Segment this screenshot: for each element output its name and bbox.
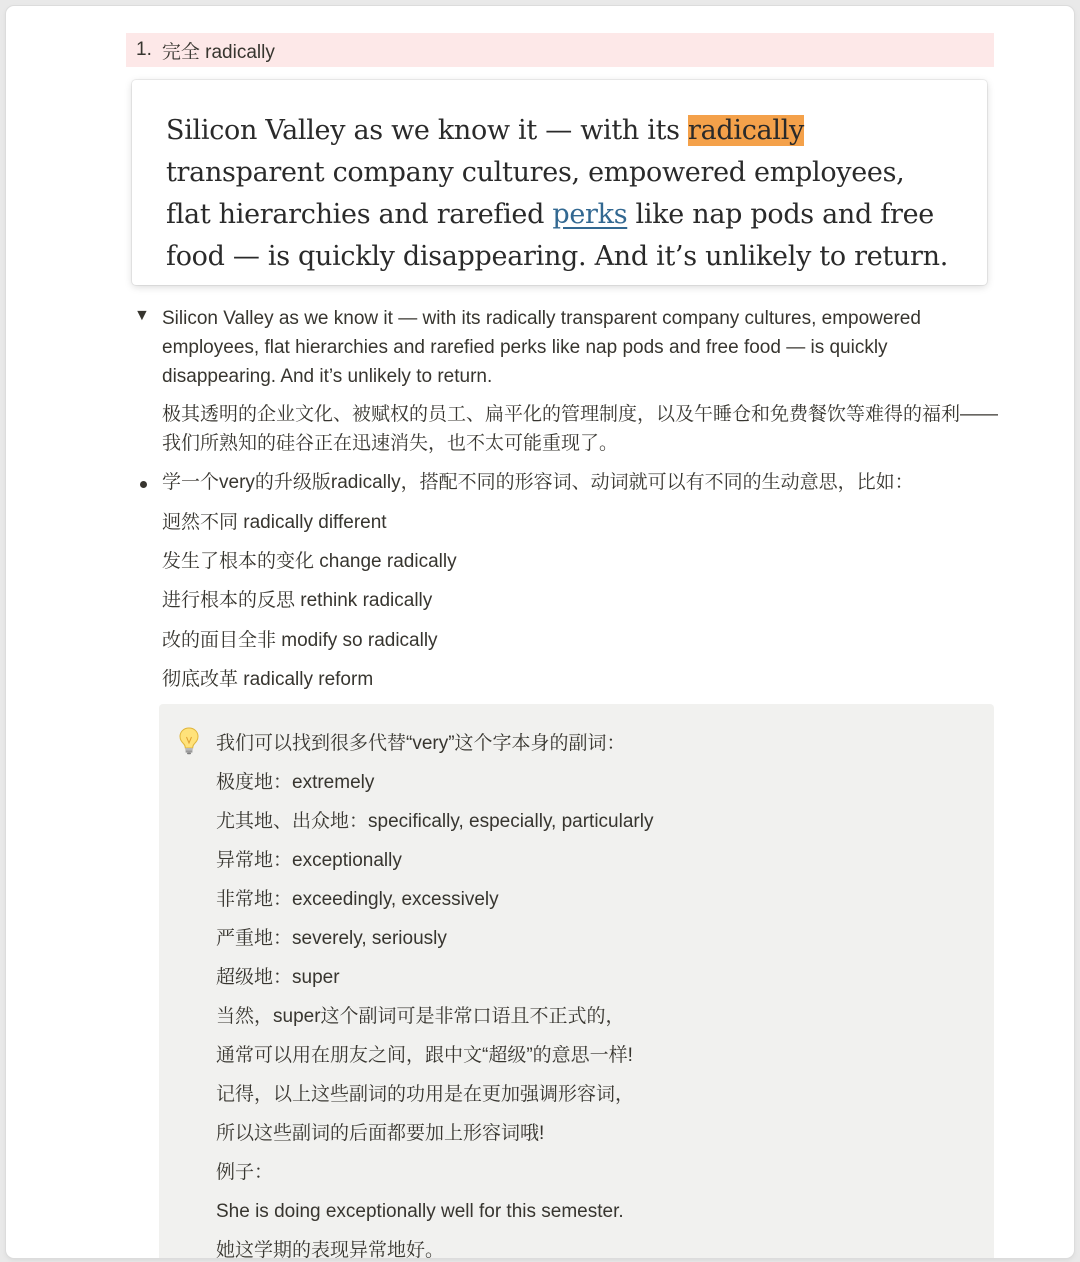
callout-line: 通常可以用在朋友之间，跟中文“超级”的意思一样! bbox=[216, 1045, 633, 1066]
toggle-triangle-icon[interactable]: ▼ bbox=[134, 307, 150, 324]
callout-line: 例子： bbox=[216, 1162, 274, 1183]
callout-line: 严重地：severely, seriously bbox=[216, 928, 447, 949]
example-line: 彻底改革 radically reform bbox=[162, 669, 374, 690]
callout-line: 异常地：exceptionally bbox=[216, 850, 402, 871]
numbered-list-item[interactable] bbox=[126, 33, 994, 67]
callout-content bbox=[216, 724, 986, 1258]
example-line: 迥然不同 radically different bbox=[162, 512, 387, 533]
list-item-text: 完全 radically bbox=[161, 41, 275, 63]
list-number: 1. bbox=[136, 39, 152, 60]
callout-line: 超级地：super bbox=[216, 967, 340, 988]
callout-line: 当然，super这个副词可是非常口语且不正式的， bbox=[216, 1006, 625, 1027]
toggle-text: Silicon Valley as we know it — with its radically transparent company cultures, empowered employees, flat hierarchies and rarefied perks like nap pods and free food — is quickly disappearing. And it’s unlikely to return. bbox=[162, 308, 921, 387]
quote-text bbox=[166, 110, 957, 278]
quote-text-start: Silicon Valley as we know it — with its bbox=[166, 115, 689, 146]
quote-text-end: like nap pods and free food — is quickly disappearing. And it’s unlikely to return. bbox=[166, 199, 948, 272]
callout-line: She is doing exceptionally well for this semester. bbox=[216, 1201, 624, 1222]
highlighted-word: radically bbox=[688, 115, 804, 146]
callout-line: 极度地：extremely bbox=[216, 772, 375, 793]
callout-line: 尤其地、出众地：specifically, especially, particularly bbox=[216, 811, 654, 832]
callout-line: 所以这些副词的后面都要加上形容词哦! bbox=[216, 1123, 545, 1144]
callout-line: 记得，以上这些副词的功用是在更加强调形容词， bbox=[216, 1084, 635, 1105]
bullet-text: 学一个very的升级版radically，搭配不同的形容词、动词就可以有不同的生动意思，比如： bbox=[162, 472, 914, 493]
bullet-dot-icon bbox=[140, 481, 147, 488]
quote-text-middle: transparent company cultures, empowered employees, flat hierarchies and rarefied bbox=[166, 157, 905, 230]
callout-line: 我们可以找到很多代替“very”这个字本身的副词： bbox=[216, 733, 626, 754]
page bbox=[6, 6, 1074, 1258]
perks-link[interactable]: perks bbox=[552, 199, 628, 230]
callout-line: 她这学期的表现异常地好。 bbox=[216, 1240, 445, 1258]
callout-block bbox=[159, 704, 994, 1258]
quote-image-card bbox=[132, 80, 987, 285]
example-line: 改的面目全非 modify so radically bbox=[162, 630, 438, 651]
callout-line: 非常地：exceedingly, excessively bbox=[216, 889, 499, 910]
example-line: 进行根本的反思 rethink radically bbox=[162, 590, 433, 611]
lightbulb-icon bbox=[177, 726, 201, 756]
translation-paragraph: 极其透明的企业文化、被赋权的员工、扁平化的管理制度，以及午睡仓和免费餐饮等难得的福利——我们所熟知的硅谷正在迅速消失，也不太可能重现了。 bbox=[162, 404, 999, 454]
example-line: 发生了根本的变化 change radically bbox=[162, 551, 457, 572]
